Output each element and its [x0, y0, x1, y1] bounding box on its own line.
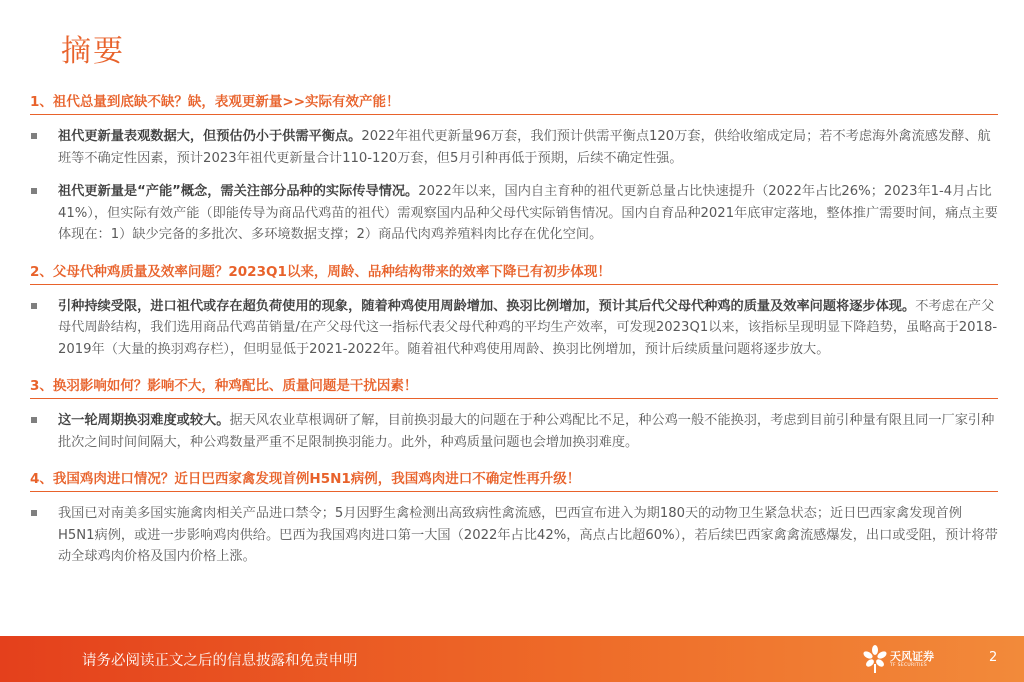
section-heading-2: 2、父母代种鸡质量及效率问题？2023Q1以来，周龄、品种结构带来的效率下降已有初步体现！ [30, 258, 998, 285]
logo-subtitle: TF SECURITIES [890, 663, 928, 668]
bullet-bold-lead: 祖代更新量是“产能”概念，需关注部分品种的实际传导情况。 [58, 184, 419, 199]
section-heading-3: 3、换羽影响如何？影响不大，种鸡配比、质量问题是干扰因素！ [30, 372, 998, 399]
footer-bar [0, 636, 1024, 682]
bullet-text: 据天风农业草根调研了解，目前换羽最大的问题在于种公鸡配比不足，种公鸡一般不能换羽，考虑到目前引种量有限且同一厂家引种批次之间时间间隔大，种公鸡数量严重不足限制换羽能力。此外，种鸡质量问题也会增加换羽难度。 [58, 413, 995, 450]
disclaimer-text: 请务必阅读正文之后的信息披露和免责申明 [82, 653, 358, 669]
bullet-item [30, 126, 998, 169]
flower-logo-icon [862, 644, 888, 674]
bullet-text: 我国已对南美多国实施禽肉相关产品进口禁令；5月因野生禽检测出高致病性禽流感，巴西宣布进入为期180天的动物卫生紧急状态；近日巴西家禽发现首例H5N1病例，或进一步影响鸡肉供给。巴西为我国鸡肉进口第一大国（2022年占比42%，高点占比超60%），若后续巴西家禽禽流感爆发，出口或受阻，预计将带动全球鸡肉价格及国内价格上涨。 [58, 506, 998, 564]
summary-content [30, 88, 998, 568]
bullet-item [30, 410, 998, 453]
bullet-bold-lead: 这一轮周期换羽难度或较大。 [58, 413, 230, 428]
bullet-item [30, 296, 998, 361]
page-number: 2 [989, 650, 998, 665]
bullet-text: 不考虑在产父母代周龄结构，我们选用商品代鸡苗销量/在产父母代这一指标代表父母代种鸡的平均生产效率，可发现2023Q1以来，该指标呈现明显下降趋势，虽略高于2018-2019年（大量的换羽鸡存栏），但明显低于2021-2022年。随着祖代种鸡使用周龄、换羽比例增加，预计后续质量问题将逐步放大。 [58, 298, 998, 357]
bullet-bold-lead: 祖代更新量表观数据大，但预估仍小于供需平衡点。 [58, 129, 362, 144]
bullet-text: 2022年以来，国内自主育种的祖代更新总量占比快速提升（2022年占比26%；2023年1-4月占比41%），但实际有效产能（即能传导为商品代鸡苗的祖代）需观察国内品种父母代实际销售情况。国内自育品种2021年底审定落地，整体推广需要时间，痛点主要体现在：1）缺少完备的多批次、多环境数据支撑；2）商品代肉鸡养殖料肉比存在优化空间。 [58, 184, 998, 242]
logo-name: 天风证券 [890, 650, 934, 663]
bullet-item [30, 503, 998, 568]
section-heading-4: 4、我国鸡肉进口情况？近日巴西家禽发现首例H5N1病例，我国鸡肉进口不确定性再升级！ [30, 465, 998, 492]
bullet-text: 2022年祖代更新量96万套，我们预计供需平衡点120万套，供给收缩成定局；若不考虑海外禽流感发酵、航班等不确定性因素，预计2023年祖代更新量合计110-120万套，但5月引种再低于预期，后续不确定性强。 [58, 129, 991, 166]
section-heading-1: 1、祖代总量到底缺不缺？缺，表观更新量>>实际有效产能！ [30, 88, 998, 115]
bullet-item [30, 181, 998, 246]
company-logo [862, 644, 942, 674]
page-title: 摘要 [61, 34, 125, 69]
bullet-bold-lead: 引种持续受限，进口祖代或存在超负荷使用的现象，随着种鸡使用周龄增加、换羽比例增加，预计其后代父母代种鸡的质量及效率问题将逐步体现。 [58, 298, 916, 314]
